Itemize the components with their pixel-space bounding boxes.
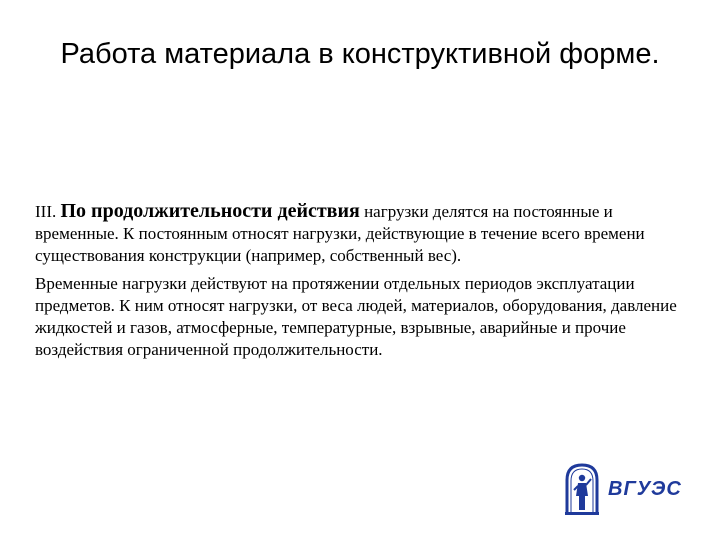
slide-title: Работа материала в конструктивной форме. <box>60 38 660 70</box>
paragraph-load-duration <box>35 200 687 267</box>
section-heading: По продолжительности действия <box>60 200 360 222</box>
section-number: III. <box>35 202 61 221</box>
university-logo <box>564 462 682 518</box>
university-emblem-icon <box>564 462 600 516</box>
slide-body <box>35 200 687 367</box>
logo-text: ВГУЭС <box>608 478 682 500</box>
paragraph-temporary-loads: Временные нагрузки действуют на протяжении отдельных периодов эксплуатации предметов. К ним относят нагрузки, от веса людей, материалов, оборудования, давление жидкостей и газов, атмосферные, температурные, взрывные, аварийные и прочие воздействия ограниченной продолжительности. <box>35 274 677 359</box>
paragraph-text: нагрузки делятся на постоянные и временные. К постоянным относят нагрузки, действующие в течение всего времени существования конструкции (например, собственный вес). <box>35 202 645 265</box>
